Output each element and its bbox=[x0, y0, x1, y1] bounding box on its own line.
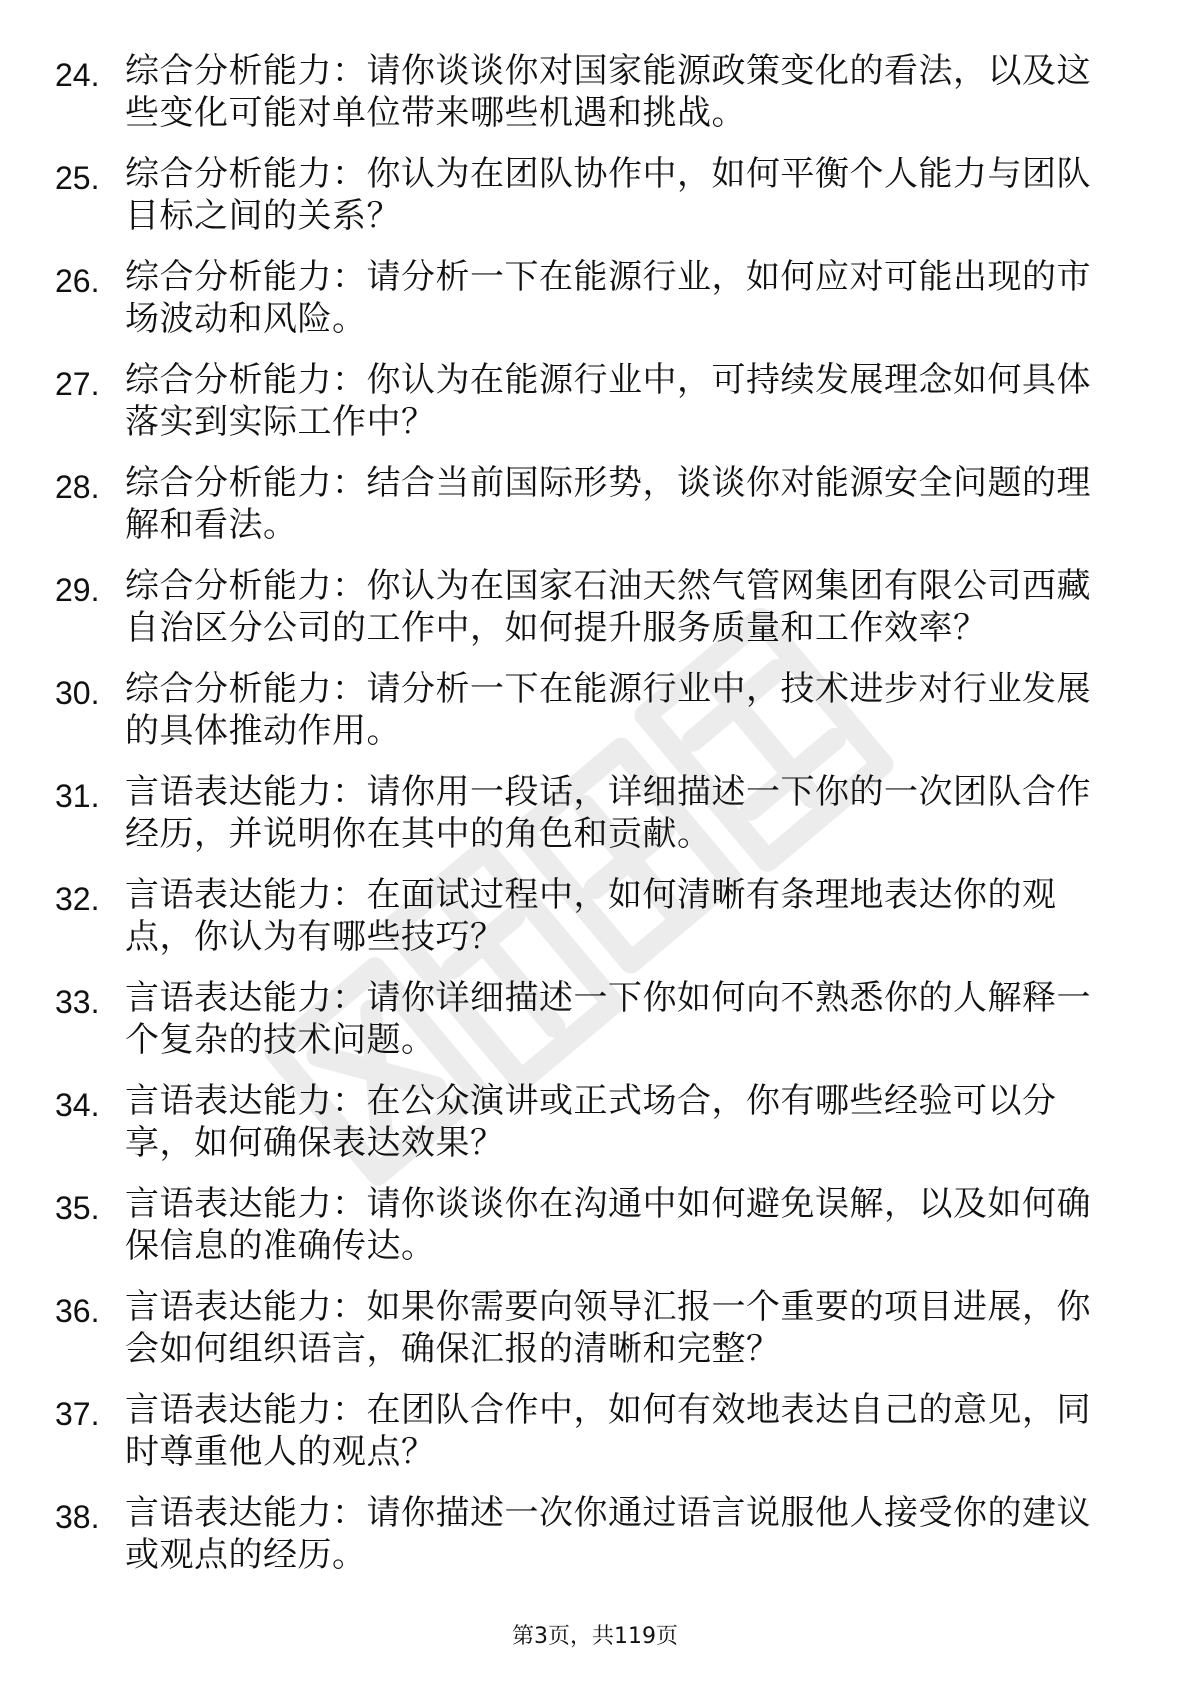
question-list bbox=[0, 50, 1190, 1595]
question-number: 26. bbox=[55, 263, 100, 299]
question-number: 28. bbox=[55, 469, 100, 505]
question-number: 24. bbox=[55, 57, 100, 93]
question-text: 言语表达能力：在团队合作中，如何有效地表达自己的意见，同时尊重他人的观点？ bbox=[125, 1390, 1091, 1472]
question-number: 32. bbox=[55, 881, 100, 917]
question-text: 综合分析能力：请分析一下在能源行业中，技术进步对行业发展的具体推动作用。 bbox=[125, 669, 1091, 751]
question-item bbox=[0, 977, 1190, 1080]
question-item bbox=[0, 1389, 1190, 1492]
question-item bbox=[0, 1183, 1190, 1286]
question-number: 38. bbox=[55, 1499, 100, 1535]
question-text: 言语表达能力：在公众演讲或正式场合，你有哪些经验可以分享，如何确保表达效果？ bbox=[125, 1081, 1057, 1163]
question-number: 31. bbox=[55, 778, 100, 814]
page-footer bbox=[0, 1622, 1190, 1652]
question-item bbox=[0, 771, 1190, 874]
question-text: 言语表达能力：请你描述一次你通过语言说服他人接受你的建议或观点的经历。 bbox=[125, 1493, 1091, 1575]
question-item bbox=[0, 668, 1190, 771]
question-item bbox=[0, 874, 1190, 977]
question-text: 综合分析能力：请你谈谈你对国家能源政策变化的看法，以及这些变化可能对单位带来哪些机遇和挑战。 bbox=[125, 51, 1091, 133]
question-number: 27. bbox=[55, 366, 100, 402]
question-item bbox=[0, 256, 1190, 359]
question-item bbox=[0, 1286, 1190, 1389]
question-number: 30. bbox=[55, 675, 100, 711]
question-number: 29. bbox=[55, 572, 100, 608]
question-text: 综合分析能力：你认为在国家石油天然气管网集团有限公司西藏自治区分公司的工作中，如何提升服务质量和工作效率？ bbox=[125, 566, 1091, 648]
page-number-label: 第3页，共119页 bbox=[512, 1624, 678, 1649]
question-item bbox=[0, 1080, 1190, 1183]
question-text: 综合分析能力：你认为在能源行业中，可持续发展理念如何具体落实到实际工作中？ bbox=[125, 360, 1091, 442]
question-text: 言语表达能力：如果你需要向领导汇报一个重要的项目进展，你会如何组织语言，确保汇报的清晰和完整？ bbox=[125, 1287, 1091, 1369]
question-item bbox=[0, 565, 1190, 668]
question-item bbox=[0, 50, 1190, 153]
question-item bbox=[0, 462, 1190, 565]
question-text: 言语表达能力：请你谈谈你在沟通中如何避免误解，以及如何确保信息的准确传达。 bbox=[125, 1184, 1091, 1266]
question-text: 言语表达能力：请你详细描述一下你如何向不熟悉你的人解释一个复杂的技术问题。 bbox=[125, 978, 1091, 1060]
question-text: 综合分析能力：结合当前国际形势，谈谈你对能源安全问题的理解和看法。 bbox=[125, 463, 1091, 545]
question-number: 34. bbox=[55, 1087, 100, 1123]
question-item bbox=[0, 1492, 1190, 1595]
question-item bbox=[0, 153, 1190, 256]
question-item bbox=[0, 359, 1190, 462]
question-text: 言语表达能力：在面试过程中，如何清晰有条理地表达你的观点，你认为有哪些技巧？ bbox=[125, 875, 1057, 957]
question-text: 综合分析能力：你认为在团队协作中，如何平衡个人能力与团队目标之间的关系？ bbox=[125, 154, 1091, 236]
question-number: 33. bbox=[55, 984, 100, 1020]
question-number: 25. bbox=[55, 160, 100, 196]
question-text: 综合分析能力：请分析一下在能源行业，如何应对可能出现的市场波动和风险。 bbox=[125, 257, 1091, 339]
question-number: 35. bbox=[55, 1190, 100, 1226]
question-number: 37. bbox=[55, 1396, 100, 1432]
question-number: 36. bbox=[55, 1293, 100, 1329]
question-text: 言语表达能力：请你用一段话，详细描述一下你的一次团队合作经历，并说明你在其中的角色和贡献。 bbox=[125, 772, 1091, 854]
